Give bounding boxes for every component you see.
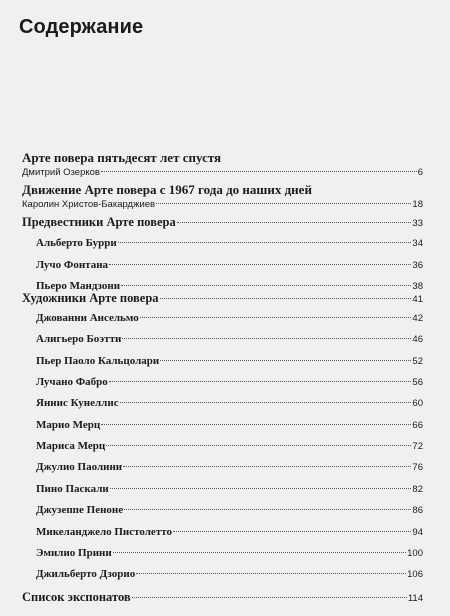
toc-section-artists[interactable] <box>22 291 423 306</box>
leader-dots <box>120 402 412 403</box>
leader-dots <box>122 338 411 339</box>
toc-artist-name: Пино Паскали <box>36 483 109 495</box>
toc-page-number: 114 <box>407 593 423 604</box>
leader-dots <box>113 552 406 553</box>
toc-essay-2-title[interactable] <box>22 182 423 198</box>
toc-artist-name: Яннис Кунеллис <box>36 397 119 409</box>
leader-dots <box>110 488 412 489</box>
toc-page-number: 60 <box>412 398 423 409</box>
leader-dots <box>109 264 411 265</box>
toc-section-label: Предвестники Арте повера <box>22 215 176 229</box>
toc-artist-entry[interactable] <box>36 483 423 495</box>
toc-page-number: 41 <box>412 294 423 305</box>
toc-page-number: 38 <box>412 281 423 292</box>
toc-artist-name: Эмилио Прини <box>36 547 112 559</box>
toc-artist-entry[interactable] <box>36 237 423 249</box>
leader-dots <box>118 242 412 243</box>
toc-entry-label: Движение Арте повера с 1967 года до наших дней <box>22 182 312 197</box>
toc-page-number: 72 <box>412 441 423 452</box>
toc-artist-entry[interactable] <box>36 419 423 431</box>
toc-page-number: 46 <box>412 334 423 345</box>
toc-page-number: 18 <box>412 199 423 210</box>
toc-entry-author: Дмитрий Озерков <box>22 167 100 178</box>
toc-artist-name: Алигьеро Боэтти <box>36 333 122 345</box>
toc-artist-name: Пьеро Мандзони <box>36 280 121 292</box>
toc-artist-name: Джованни Ансельмо <box>36 312 139 324</box>
toc-page-number: 34 <box>412 238 423 249</box>
leader-dots <box>156 203 411 204</box>
leader-dots <box>140 317 412 318</box>
toc-section-label: Список экспонатов <box>22 590 131 604</box>
toc-page-number: 36 <box>412 260 423 271</box>
toc-page-number: 82 <box>412 484 423 495</box>
toc-section-precursors[interactable] <box>22 215 423 230</box>
toc-essay-1-title[interactable] <box>22 150 423 166</box>
toc-page-number: 6 <box>417 167 423 178</box>
toc-page-number: 33 <box>412 218 423 229</box>
toc-section-catalogue[interactable] <box>22 590 423 605</box>
leader-dots <box>109 381 412 382</box>
toc-page-number: 66 <box>412 420 423 431</box>
toc-artist-name: Мариса Мерц <box>36 440 106 452</box>
leader-dots <box>101 424 411 425</box>
leader-dots <box>132 597 407 598</box>
toc-artist-entry[interactable] <box>36 547 423 559</box>
toc-page-number: 76 <box>412 462 423 473</box>
toc-artist-name: Лучо Фонтана <box>36 259 109 271</box>
toc-artist-entry[interactable] <box>36 461 423 473</box>
toc-page-number: 52 <box>412 356 423 367</box>
toc-entry-label: Арте повера пятьдесят лет спустя <box>22 150 222 165</box>
toc-artist-entry[interactable] <box>36 504 423 516</box>
leader-dots <box>177 222 412 223</box>
toc-artist-name: Микеланджело Пистолетто <box>36 526 172 538</box>
toc-artist-name: Альберто Бурри <box>36 237 117 249</box>
toc-essay-1-author[interactable] <box>22 167 423 178</box>
toc-artist-name: Джильберто Дзорио <box>36 568 136 580</box>
toc-artist-entry[interactable] <box>36 259 423 271</box>
toc-page-number: 94 <box>412 527 423 538</box>
toc-artist-name: Пьер Паоло Кальцолари <box>36 355 160 367</box>
toc-page-number: 56 <box>412 377 423 388</box>
toc-page-number: 86 <box>412 505 423 516</box>
toc-artist-entry[interactable] <box>36 333 423 345</box>
leader-dots <box>160 298 412 299</box>
toc-artist-entry[interactable] <box>36 568 423 580</box>
toc-artist-entry[interactable] <box>36 397 423 409</box>
leader-dots <box>123 466 411 467</box>
toc-artist-name: Лучано Фабро <box>36 376 108 388</box>
toc-artist-entry[interactable] <box>36 355 423 367</box>
toc-section-label: Художники Арте повера <box>22 291 159 305</box>
leader-dots <box>121 285 411 286</box>
leader-dots <box>101 171 417 172</box>
toc-entry-author: Каролин Христов-Бакарджиев <box>22 199 156 210</box>
toc-artist-name: Джулио Паолини <box>36 461 123 473</box>
leader-dots <box>124 509 411 510</box>
toc-page-number: 106 <box>407 569 423 580</box>
leader-dots <box>173 531 411 532</box>
leader-dots <box>136 573 406 574</box>
toc-artist-entry[interactable] <box>36 440 423 452</box>
toc-page-number: 100 <box>407 548 423 559</box>
toc-artist-name: Марио Мерц <box>36 419 101 431</box>
toc-artist-entry[interactable] <box>36 376 423 388</box>
toc-artist-name: Джузеппе Пеноне <box>36 504 124 516</box>
toc-artist-entry[interactable] <box>36 526 423 538</box>
toc-essay-2-author[interactable] <box>22 199 423 210</box>
leader-dots <box>160 360 411 361</box>
toc-page-number: 42 <box>412 313 423 324</box>
leader-dots <box>106 445 411 446</box>
toc-artist-entry[interactable] <box>36 312 423 324</box>
page-title: Содержание <box>19 16 144 38</box>
